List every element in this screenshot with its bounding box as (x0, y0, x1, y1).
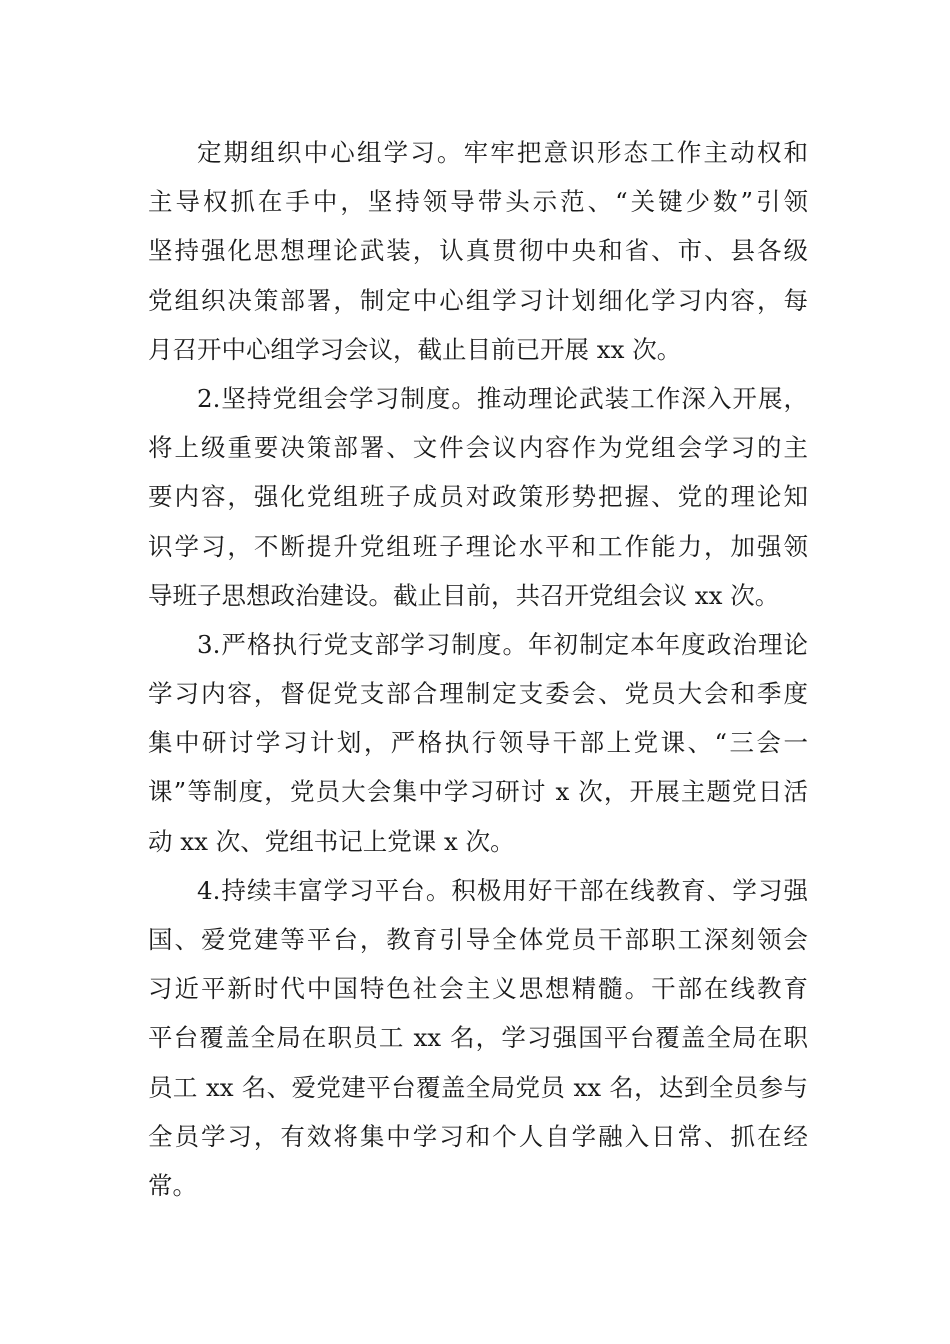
text-line: 国、爱党建等平台，教育引导全体党员干部职工深刻领会 (148, 925, 808, 954)
text-line: 导班子思想政治建设。截止目前，共召开党组会议 xx 次。 (148, 580, 780, 610)
text-line: 4.持续丰富学习平台。积极用好干部在线教育、学习强 (197, 875, 808, 905)
text-line: 常。 (148, 1170, 197, 1200)
paragraph-2 (148, 374, 808, 620)
text-line: 课”等制度，党员大会集中学习研讨 x 次，开展主题党日活 (148, 777, 808, 807)
paragraph-4 (148, 866, 808, 1210)
text-line: 坚持强化思想理论武装，认真贯彻中央和省、市、县各级 (148, 236, 808, 266)
text-line: 识学习，不断提升党组班子理论水平和工作能力，加强领 (148, 531, 808, 561)
text-line: 要内容，强化党组班子成员对政策形势把握、党的理论知 (148, 482, 808, 512)
text-line: 主导权抓在手中，坚持领导带头示范、“关键少数”引领 (148, 187, 808, 217)
text-line: 学习内容，督促党支部合理制定支委会、党员大会和季度 (148, 679, 808, 709)
text-line: 党组织决策部署，制定中心组学习计划细化学习内容，每 (148, 285, 808, 315)
text-line: 平台覆盖全局在职员工 xx 名，学习强国平台覆盖全局在职 (148, 1023, 808, 1053)
text-line: 动 xx 次、党组书记上党课 x 次。 (148, 826, 515, 856)
text-line: 习近平新时代中国特色社会主义思想精髓。干部在线教育 (148, 974, 808, 1004)
document-body (148, 128, 808, 1210)
text-line: 定期组织中心组学习。牢牢把意识形态工作主动权和 (197, 138, 808, 167)
paragraph-3 (148, 620, 808, 866)
text-line: 3.严格执行党支部学习制度。年初制定本年度政治理论 (197, 629, 808, 659)
text-line: 全员学习，有效将集中学习和个人自学融入日常、抓在经 (148, 1121, 808, 1151)
text-line: 集中研讨学习计划，严格执行领导干部上党课、“三会一 (148, 728, 808, 758)
text-line: 员工 xx 名、爱党建平台覆盖全局党员 xx 名，达到全员参与 (148, 1072, 808, 1102)
text-line: 将上级重要决策部署、文件会议内容作为党组会学习的主 (148, 433, 808, 463)
text-line: 月召开中心组学习会议，截止目前已开展 xx 次。 (148, 334, 682, 364)
paragraph-1 (148, 128, 808, 374)
text-line: 2.坚持党组会学习制度。推动理论武装工作深入开展， (197, 383, 808, 413)
